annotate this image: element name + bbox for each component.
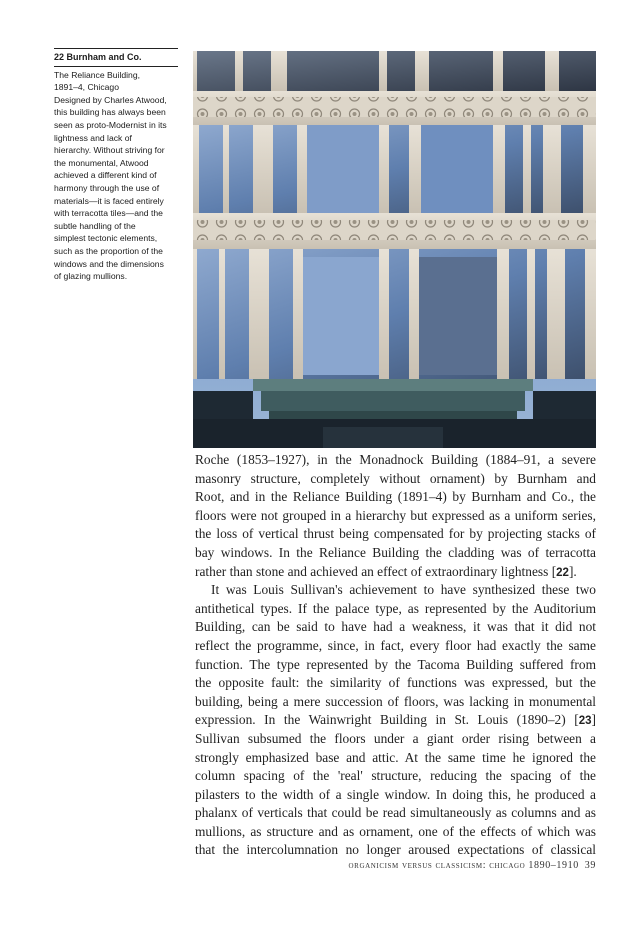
caption-top-rule: [54, 48, 178, 49]
running-head: organicism versus classicism: chicago 1890–1910: [348, 860, 579, 871]
body-line: strongly emphasized base and attic. At the same time he ignored the: [195, 749, 596, 765]
figure-ref-23[interactable]: 23: [578, 715, 592, 728]
body-line: floors were not grouped in a hierarchy but expressed as a uniform series,: [195, 507, 596, 523]
body-line: column spacing of the 'real' structure, reducing the spacing of the: [195, 768, 596, 784]
page-number: 39: [584, 860, 596, 871]
body-line: It was Louis Sullivan's achievement to have synthesized these two: [211, 582, 596, 598]
body-line: Roche (1853–1927), in the Monadnock Building (1884–91, a severe: [195, 452, 596, 467]
body-line: pilasters to the width of a single window. In doing this, he produced a: [195, 786, 596, 802]
caption-line: 1891–4, Chicago: [54, 82, 119, 93]
figure-ref-22[interactable]: 22: [556, 566, 569, 579]
body-line: that the intercolumnation no longer aroused expectations of classical: [195, 842, 596, 858]
body-text: [195, 451, 596, 860]
body-line: Sullivan subsumed the floors under a giant order rising between a: [195, 730, 596, 746]
body-line-with-ref-23: [195, 711, 596, 730]
caption-line: achieved a different kind of: [54, 170, 157, 181]
body-line: mullions, as structure and as ornament, one of the effects of which was: [195, 823, 596, 839]
caption-line: this building has always been: [54, 107, 166, 118]
caption-line: Designed by Charles Atwood,: [54, 94, 167, 105]
caption-line: materials—it is faced entirely: [54, 195, 164, 206]
body-line: Root, and in the Reliance Building (1891–4) by Burnham and Co., the: [195, 489, 596, 505]
caption-line: simplest tectonic elements,: [54, 233, 158, 244]
caption-figure-number: 22 Burnham and Co.: [54, 52, 142, 62]
caption-line: hierarchy. Without striving for: [54, 145, 165, 156]
body-line: the loss of vertical thrust being compensated for by projecting stacks of: [195, 526, 596, 542]
body-line-text: rather than stone and achieved an effect of extraordinary lightness [: [195, 563, 557, 579]
caption-line: The Reliance Building,: [54, 69, 140, 80]
caption-line: harmony through the use of: [54, 182, 160, 193]
ref-tail: ]: [591, 712, 596, 728]
body-line: function. The type represented by the Tacoma Building suffered from: [195, 656, 596, 672]
page-footer: [349, 860, 596, 871]
caption-line: lightness and lack of: [54, 132, 132, 143]
caption-line: windows and the dimensions: [54, 258, 164, 269]
caption-rule: [54, 66, 178, 67]
reliance-building-photo: [193, 51, 596, 448]
ref-tail: ].: [568, 563, 577, 579]
body-line: Building, can be said to have had a weakness, it was that it did not: [195, 619, 596, 635]
body-line: building, being a mere succession of floors, was lacking in monumental: [195, 693, 596, 709]
caption-line: with terracotta tiles—and the: [54, 208, 163, 219]
body-line: phalanx of verticals that could be read simultaneously as columns and as: [195, 805, 596, 821]
figure-caption: [54, 48, 178, 283]
body-line: antithetical types. If the palace type, as represented by the Auditorium: [195, 600, 596, 616]
caption-line: the monumental, Atwood: [54, 157, 149, 168]
body-line: bay windows. In the Reliance Building the cladding was of terracotta: [195, 544, 596, 560]
building-facade-illustration: [193, 51, 596, 448]
body-line-with-ref-22: [195, 563, 596, 582]
body-line-text: expression. In the Wainwright Building in St. Louis (1890–2) [: [195, 712, 579, 728]
caption-line: seen as proto-Modernist in its: [54, 119, 167, 130]
caption-line: subtle handling of the: [54, 220, 136, 231]
body-line: masonry structure, completely without ornament) by Burnham and: [195, 470, 596, 486]
caption-line: of glazing mullions.: [54, 271, 128, 282]
body-line: the opposite fault: the similarity of functions was expressed, but the: [195, 675, 596, 691]
caption-line: such as the proportion of the: [54, 245, 163, 256]
body-line: reflect the programme, since, in fact, every floor had exactly the same: [195, 637, 596, 653]
caption-text: [54, 69, 178, 283]
